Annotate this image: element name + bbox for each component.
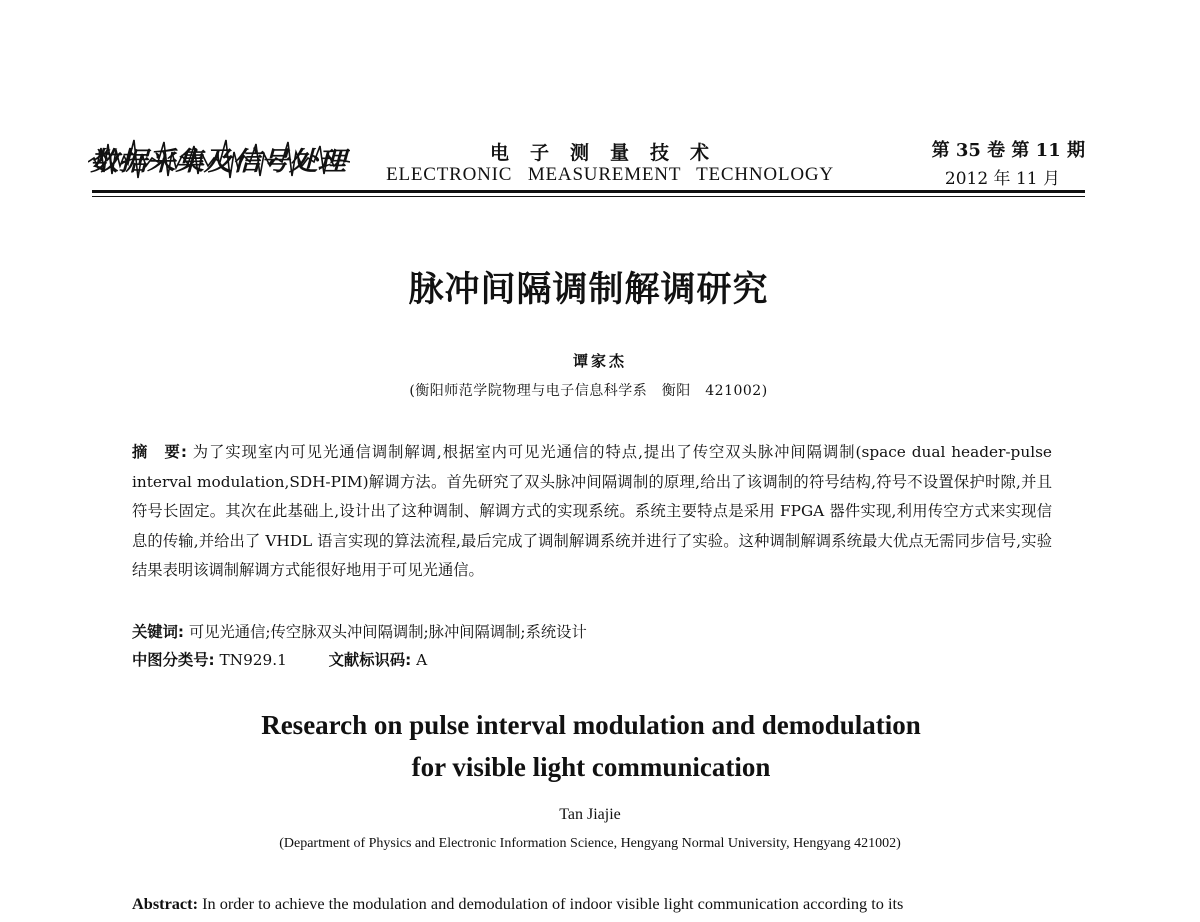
keywords-cn [132,620,1052,644]
author-cn: 谭家杰 [572,352,627,370]
title-en-line-1: Research on pulse interval modulation and demodulation [261,710,921,740]
journal-logo-graphic [88,136,350,182]
affiliation-en: (Department of Physics and Electronic Information Science, Hengyang Normal University, Hengyang 421002) [279,836,901,851]
abstract-en-label: Abstract: [132,894,199,913]
abstract-cn [132,438,1052,586]
publication-date: 2012 年 11 月 [944,169,1060,189]
author-en: Tan Jiajie [559,806,621,823]
doc-code-value: A [416,651,428,669]
header-rule-thin [92,196,1085,197]
header-rule-thick [92,190,1085,193]
abstract-en [132,890,1052,918]
journal-name-en: ELECTRONIC MEASUREMENT TECHNOLOGY [386,164,834,185]
keywords-cn-text: 可见光通信;传空脉双头冲间隔调制;脉冲间隔调制;系统设计 [188,623,587,641]
classification-line [132,648,1052,672]
abstract-en-text: In order to achieve the modulation and demodulation of indoor visible light communication according to its [202,894,904,913]
clc-label: 中图分类号: [132,651,215,669]
article-title-cn: 脉冲间隔调制解调研究 [408,270,769,310]
logo-text: 数据采集及信号处理 [90,147,350,177]
keywords-cn-label: 关键词: [132,623,185,641]
doc-code-label: 文献标识码: [328,651,412,669]
clc-value: TN929.1 [219,651,287,669]
abstract-cn-label: 摘 要: [132,443,187,461]
article-title-en [0,704,1182,788]
journal-logo [88,136,350,182]
volume-issue: 第 35 卷 第 11 期 [931,140,1085,161]
abstract-cn-text: 为了实现室内可见光通信调制解调,根据室内可见光通信的特点,提出了传空双头脉冲间隔调制(space dual header-pulse interval modulation,SDH-PIM)解调方法。首先研究了双头脉冲间隔调制的原理,给出了该调制的符号结构,符号不设置保护时隙,并且符号长固定。其次在此基础上,设计出了这种调制、解调方式的实现系统。系统主要特点是采用 FPGA 器件实现,利用传空方式来实现信息的传输,并给出了 VHDL 语言实现的算法流程,最后完成了调制解调系统并进行了实验。这种调制解调系统最大优点无需同步信号,实验结果表明该调制解调方式能很好地用于可见光通信。 [132,443,1052,580]
title-en-line-2: for visible light communication [411,752,771,782]
journal-name-cn: 电子测量技术 [489,142,730,164]
affiliation-cn: (衡阳师范学院物理与电子信息科学系 衡阳 421002) [409,383,768,399]
